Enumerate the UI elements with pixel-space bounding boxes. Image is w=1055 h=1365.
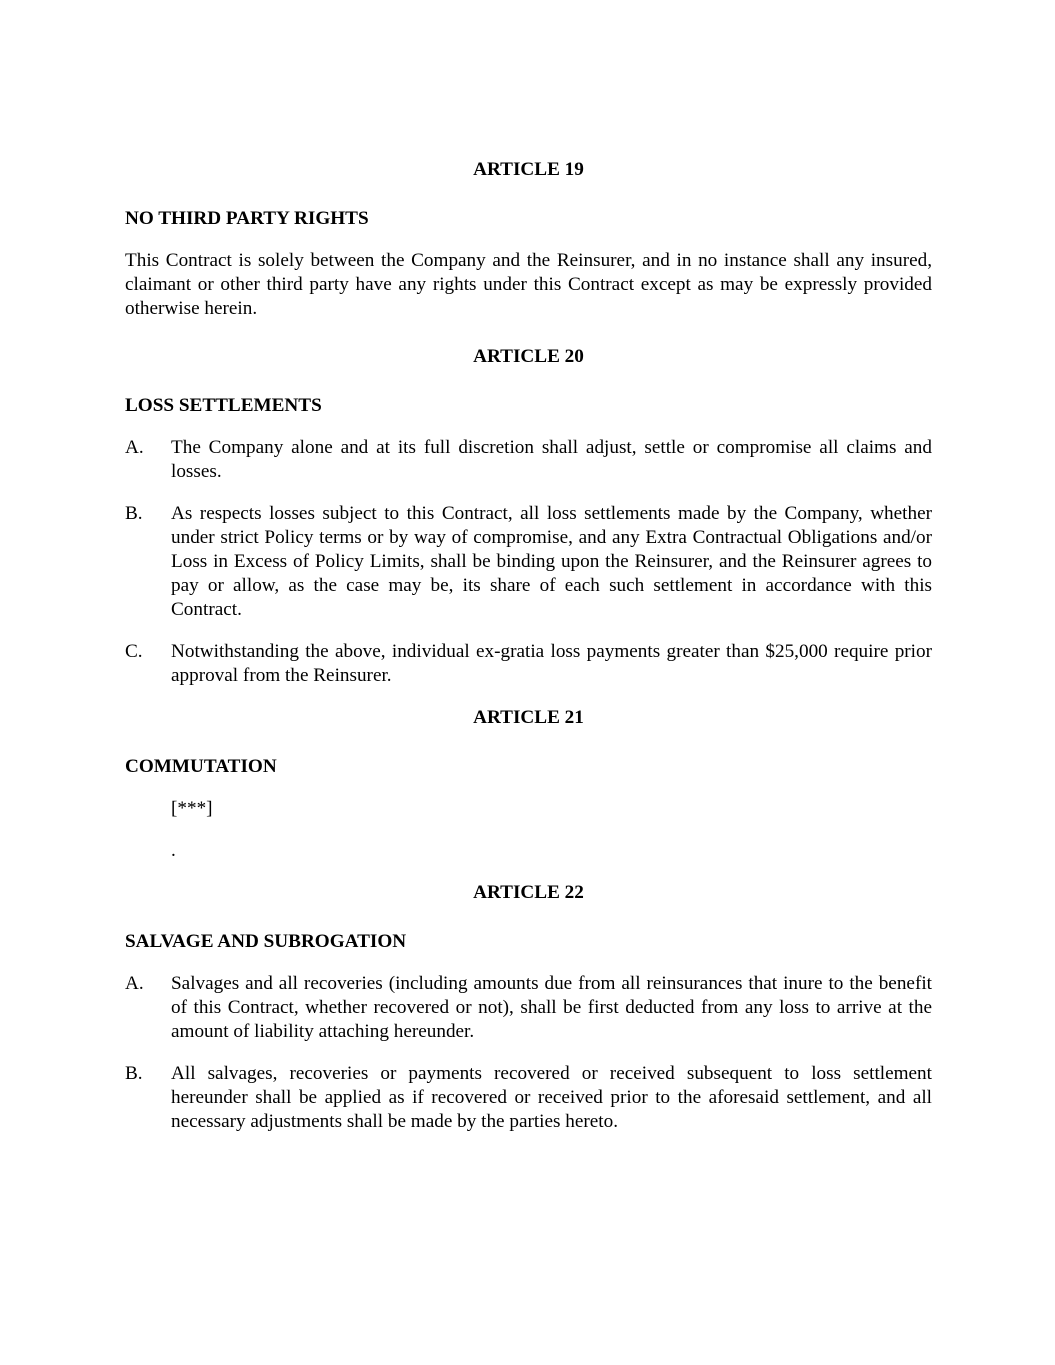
article-19-body: This Contract is solely between the Company and the Reinsurer, and in no instance shall any insured, claimant or other third party have any rights under this Contract except as may be expressly provided otherwise herein. [125, 250, 932, 319]
article-20-number: ARTICLE 20 [473, 346, 584, 367]
item-label: C. [125, 641, 143, 662]
article-22-title: SALVAGE AND SUBROGATION [125, 931, 407, 952]
article-22-number: ARTICLE 22 [473, 882, 584, 903]
item-text: Salvages and all recoveries (including amounts due from all reinsurances that inure to the benefit of this Contract, whether recovered or not), shall be first deducted from any loss to arrive at the amount of liability attaching hereunder. [171, 973, 932, 1042]
item-text: All salvages, recoveries or payments recovered or received subsequent to loss settlement hereunder shall be applied as if recovered or received prior to the aforesaid settlement, and all necessary adjustments shall be made by the parties hereto. [171, 1063, 932, 1132]
item-label: A. [125, 973, 144, 994]
article-21-redacted: [***] [171, 798, 213, 819]
article-22-item-b [125, 1062, 932, 1134]
article-22-item-a [125, 972, 932, 1044]
article-20-title: LOSS SETTLEMENTS [125, 395, 322, 416]
article-21-dot: . [171, 840, 176, 861]
article-19-title: NO THIRD PARTY RIGHTS [125, 208, 369, 229]
item-text: The Company alone and at its full discretion shall adjust, settle or compromise all claims and losses. [171, 437, 932, 482]
article-21-title: COMMUTATION [125, 756, 277, 777]
article-20-item-b [125, 502, 932, 622]
item-label: B. [125, 503, 143, 524]
article-20-item-c [125, 640, 932, 688]
article-19-number: ARTICLE 19 [473, 159, 584, 180]
item-label: A. [125, 437, 144, 458]
document-content [125, 158, 932, 1134]
item-text: Notwithstanding the above, individual ex-gratia loss payments greater than $25,000 require prior approval from the Reinsurer. [171, 641, 932, 686]
item-label: B. [125, 1063, 143, 1084]
article-20-item-a [125, 436, 932, 484]
item-text: As respects losses subject to this Contract, all loss settlements made by the Company, whether under strict Policy terms or by way of compromise, and any Extra Contractual Obligations and/or Loss in Excess of Policy Limits, shall be binding upon the Reinsurer, and the Reinsurer agrees to pay or allow, as the case may be, its share of each such settlement in accordance with this Contract. [171, 503, 932, 620]
article-21-number: ARTICLE 21 [473, 707, 584, 728]
